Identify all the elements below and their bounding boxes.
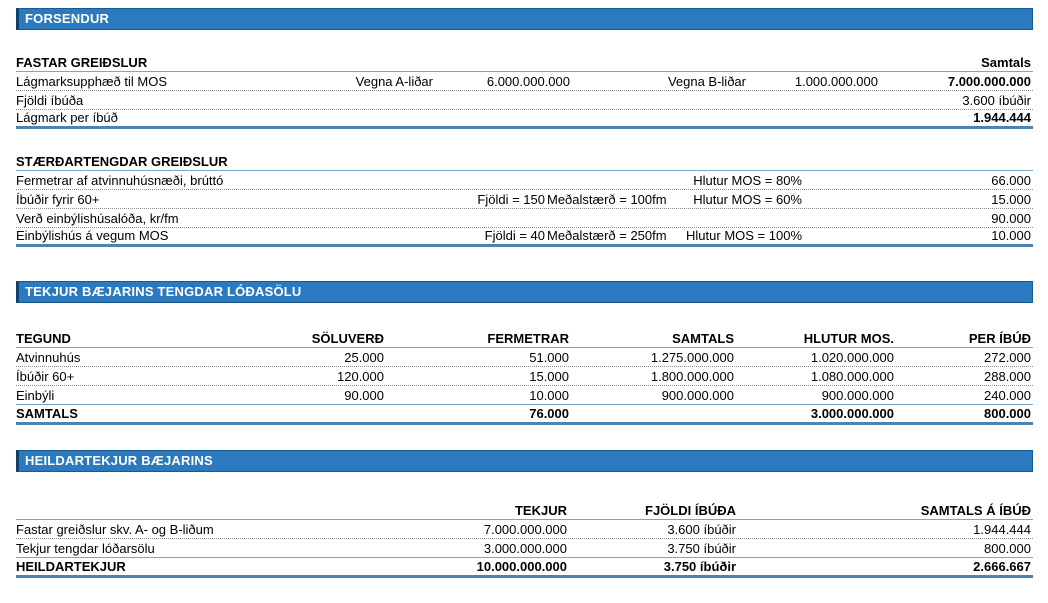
col-header-samtals-a-ibud: SAMTALS Á ÍBÚÐ	[920, 503, 1031, 518]
table-row	[16, 386, 1033, 405]
cell-samtals: 1.800.000.000	[650, 369, 734, 384]
block-title: FASTAR GREIÐSLUR	[16, 55, 148, 70]
table-row	[16, 228, 1033, 247]
cell-tegund: Íbúðir 60+	[16, 369, 75, 384]
table-header-row	[16, 500, 1033, 520]
table-row	[16, 539, 1033, 558]
table-row	[16, 91, 1033, 110]
cell-fermetrar: 76.000	[529, 406, 569, 421]
table-header-row	[16, 52, 1033, 72]
row-label: Íbúðir fyrir 60+	[16, 192, 100, 207]
table-row	[16, 209, 1033, 228]
table-total-row	[16, 405, 1033, 425]
cell-soluverd: 120.000	[337, 369, 384, 384]
row-value: 15.000	[991, 192, 1031, 207]
cell-hlutur-mos: 900.000.000	[821, 388, 894, 403]
cell-tegund: Einbýli	[16, 388, 55, 403]
block-staerdartengdar-greidslur	[16, 151, 1033, 247]
cell-per-ibud: 800.000	[984, 406, 1031, 421]
row-total: 3.600 íbúðir	[962, 93, 1031, 108]
fjoldi-note: Fjöldi = 40	[484, 228, 545, 243]
table-header-row	[16, 151, 1033, 171]
row-label: Fastar greiðslur skv. A- og B-liðum	[16, 522, 214, 537]
row-value: 10.000	[991, 228, 1031, 243]
cell-per-ibud: 288.000	[984, 369, 1031, 384]
col-header-tekjur: TEKJUR	[514, 503, 567, 518]
a-lidur-label: Vegna A-liðar	[355, 74, 433, 89]
section-title: FORSENDUR	[25, 11, 110, 26]
cell-hlutur-mos: 1.080.000.000	[810, 369, 894, 384]
cell-per-ibud: 240.000	[984, 388, 1031, 403]
cell-tekjur: 7.000.000.000	[483, 522, 567, 537]
table-row	[16, 520, 1033, 539]
cell-samtals: 1.275.000.000	[650, 350, 734, 365]
table-row	[16, 171, 1033, 190]
row-label: Einbýlishús á vegum MOS	[16, 228, 169, 243]
section-bar-heildartekjur	[16, 450, 1033, 472]
cell-soluverd: 90.000	[344, 388, 384, 403]
cell-hlutur-mos: 1.020.000.000	[810, 350, 894, 365]
medalstaerd-note: Meðalstærð = 250fm	[547, 228, 667, 243]
cell-fermetrar: 10.000	[529, 388, 569, 403]
table-row	[16, 72, 1033, 91]
row-label: Fjöldi íbúða	[16, 93, 84, 108]
cell-fermetrar: 51.000	[529, 350, 569, 365]
hlutur-note: Hlutur MOS = 60%	[693, 192, 802, 207]
table-row	[16, 367, 1033, 386]
row-total: 1.944.444	[973, 110, 1031, 125]
row-label: Lágmark per íbúð	[16, 110, 118, 125]
table-total-row	[16, 558, 1033, 578]
cell-tegund: SAMTALS	[16, 406, 78, 421]
section-bar-tekjur-lodasala	[16, 281, 1033, 303]
row-label: Verð einbýlishúsalóða, kr/fm	[16, 211, 179, 226]
hlutur-note: Hlutur MOS = 80%	[693, 173, 802, 188]
b-lidur-label: Vegna B-liðar	[667, 74, 746, 89]
col-header-per-ibud: PER ÍBÚÐ	[968, 331, 1031, 346]
cell-fjoldi-ibuda: 3.750 íbúðir	[663, 559, 736, 574]
cell-fermetrar: 15.000	[529, 369, 569, 384]
row-total: 7.000.000.000	[947, 74, 1031, 89]
col-header-hlutur-mos: HLUTUR MOS.	[803, 331, 894, 346]
hlutur-note: Hlutur MOS = 100%	[686, 228, 802, 243]
cell-soluverd: 25.000	[344, 350, 384, 365]
cell-hlutur-mos: 3.000.000.000	[810, 406, 894, 421]
fjoldi-note: Fjöldi = 150	[477, 192, 545, 207]
row-label: Tekjur tengdar lóðarsölu	[16, 541, 155, 556]
col-header-samtals: SAMTALS	[672, 331, 734, 346]
block-title: STÆRÐARTENGDAR GREIÐSLUR	[16, 154, 228, 169]
section-title: TEKJUR BÆJARINS TENGDAR LÓÐASÖLU	[25, 284, 302, 299]
cell-per-ibud: 272.000	[984, 350, 1031, 365]
cell-samtals: 900.000.000	[661, 388, 734, 403]
col-header-tegund: TEGUND	[16, 331, 71, 346]
col-header-fermetrar: FERMETRAR	[487, 331, 569, 346]
a-lidur-value: 6.000.000.000	[486, 74, 570, 89]
cell-fjoldi-ibuda: 3.750 íbúðir	[667, 541, 736, 556]
cell-samtals-a-ibud: 800.000	[984, 541, 1031, 556]
cell-tegund: Atvinnuhús	[16, 350, 81, 365]
row-label: Lágmarksupphæð til MOS	[16, 74, 168, 89]
section-bar-forsendur	[16, 8, 1033, 30]
cell-samtals-a-ibud: 1.944.444	[973, 522, 1031, 537]
cell-tekjur: 10.000.000.000	[476, 559, 567, 574]
col-header-fjoldi-ibuda: FJÖLDI ÍBÚÐA	[645, 503, 736, 518]
col-header-samtals: Samtals	[981, 55, 1031, 70]
block-tekjur-lodasala	[16, 328, 1033, 425]
row-label: Fermetrar af atvinnuhúsnæði, brúttó	[16, 173, 224, 188]
section-title: HEILDARTEKJUR BÆJARINS	[25, 453, 213, 468]
b-lidur-value: 1.000.000.000	[794, 74, 878, 89]
cell-fjoldi-ibuda: 3.600 íbúðir	[667, 522, 736, 537]
row-value: 66.000	[991, 173, 1031, 188]
col-header-soluverd: SÖLUVERÐ	[311, 331, 384, 346]
row-label: HEILDARTEKJUR	[16, 559, 126, 574]
block-fastar-greidslur	[16, 52, 1033, 129]
table-row	[16, 190, 1033, 209]
block-heildartekjur	[16, 500, 1033, 578]
table-row	[16, 110, 1033, 129]
medalstaerd-note: Meðalstærð = 100fm	[547, 192, 667, 207]
table-header-row	[16, 328, 1033, 348]
cell-samtals-a-ibud: 2.666.667	[973, 559, 1031, 574]
cell-tekjur: 3.000.000.000	[483, 541, 567, 556]
table-row	[16, 348, 1033, 367]
row-value: 90.000	[991, 211, 1031, 226]
